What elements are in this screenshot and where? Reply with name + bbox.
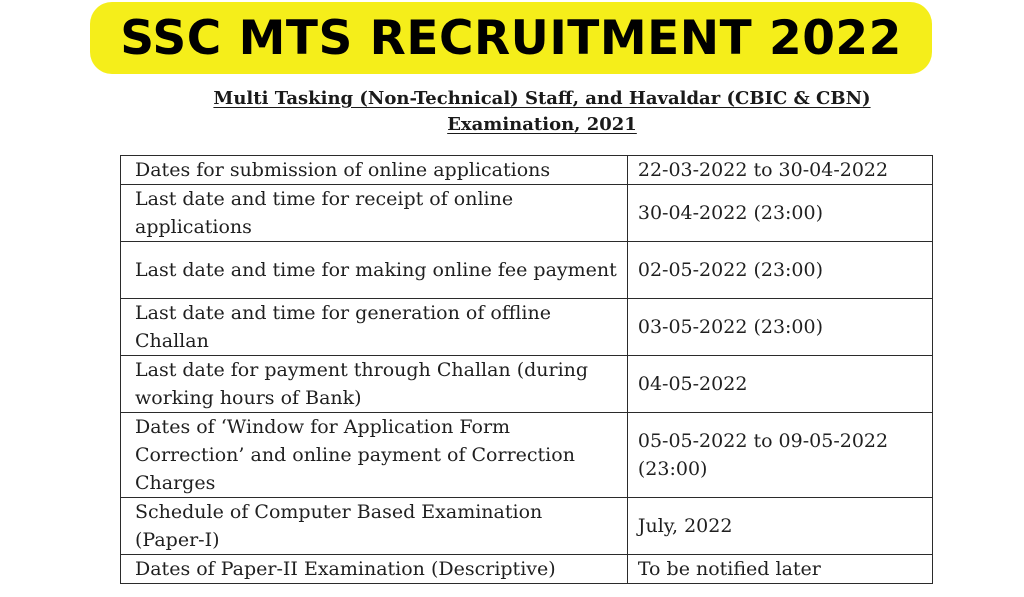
table-row xyxy=(121,413,933,498)
table-row xyxy=(121,356,933,413)
schedule-table xyxy=(120,155,933,584)
date-cell: 04-05-2022 xyxy=(627,356,932,413)
exam-subtitle-line1: Multi Tasking (Non-Technical) Staff, and Havaldar (CBIC & CBN) xyxy=(213,88,871,109)
event-cell: Dates of Paper-II Examination (Descriptive) xyxy=(121,555,628,584)
table-row xyxy=(121,555,933,584)
date-cell: 05-05-2022 to 09-05-2022 (23:00) xyxy=(627,413,932,498)
date-cell: 02-05-2022 (23:00) xyxy=(627,242,932,299)
table-row xyxy=(121,185,933,242)
page-title: SSC MTS RECRUITMENT 2022 xyxy=(120,10,902,66)
date-cell: July, 2022 xyxy=(627,498,932,555)
date-cell: 22-03-2022 to 30-04-2022 xyxy=(627,156,932,185)
event-cell: Last date and time for making online fee payment xyxy=(121,242,628,299)
event-cell: Last date and time for receipt of online applications xyxy=(121,185,628,242)
table-row xyxy=(121,498,933,555)
table-row xyxy=(121,156,933,185)
event-cell: Dates for submission of online applications xyxy=(121,156,628,185)
date-cell: To be notified later xyxy=(627,555,932,584)
event-cell: Last date for payment through Challan (during working hours of Bank) xyxy=(121,356,628,413)
event-cell: Dates of ‘Window for Application Form Correction’ and online payment of Correction Charges xyxy=(121,413,628,498)
date-cell: 30-04-2022 (23:00) xyxy=(627,185,932,242)
event-cell: Last date and time for generation of offline Challan xyxy=(121,299,628,356)
date-cell: 03-05-2022 (23:00) xyxy=(627,299,932,356)
event-cell: Schedule of Computer Based Examination (Paper-I) xyxy=(121,498,628,555)
title-banner xyxy=(90,2,932,74)
table-row xyxy=(121,242,933,299)
exam-subtitle-line2: Examination, 2021 xyxy=(447,114,637,135)
table-row xyxy=(121,299,933,356)
